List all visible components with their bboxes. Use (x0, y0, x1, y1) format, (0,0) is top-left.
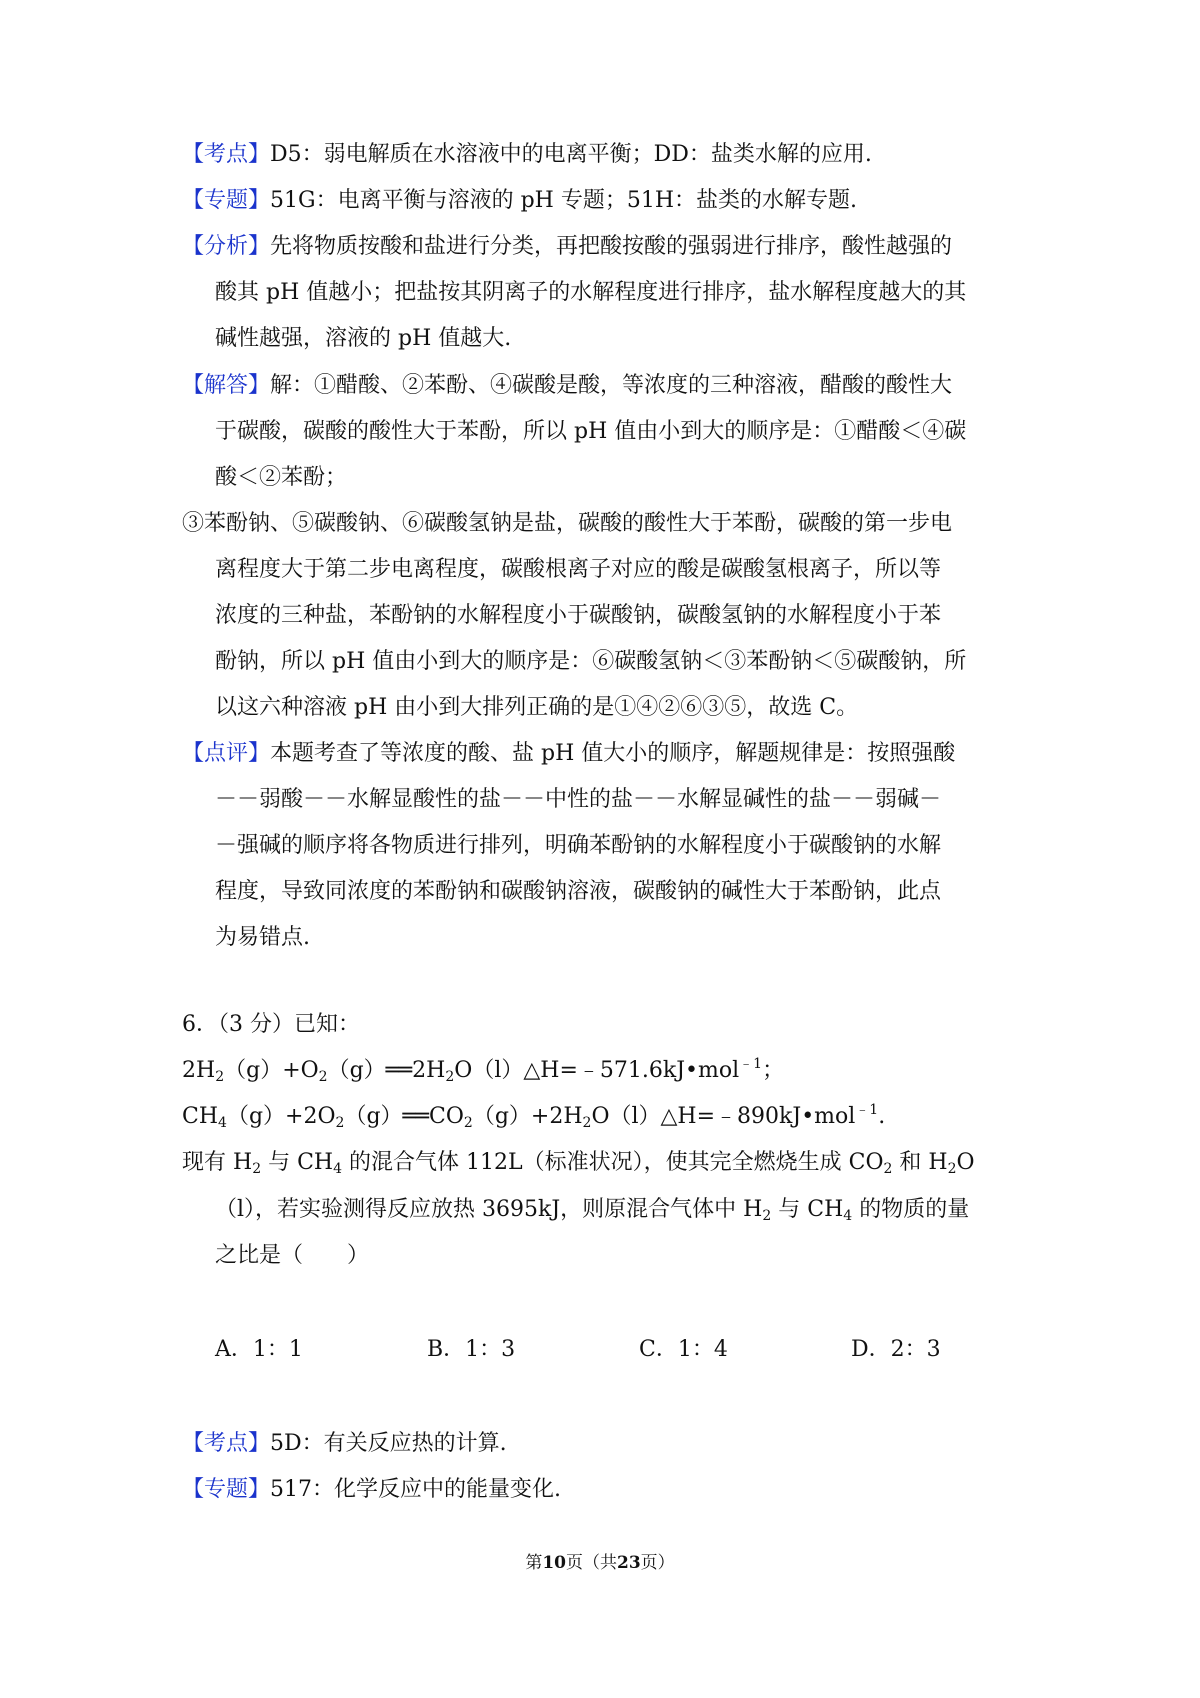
q5-jieda-line-1 (182, 371, 952, 401)
q5-dianping-line-3: －强碱的顺序将各物质进行排列，明确苯酚钠的水解程度小于碳酸钠的水解 (215, 833, 942, 858)
option-d[interactable]: D．2：3 (851, 1337, 941, 1362)
q5-dianping-line-1 (182, 739, 955, 769)
jieda-tag: 【解答】 (182, 373, 271, 398)
page-footer: 第10页（共23页） (525, 1553, 675, 1573)
q6-kaodian (182, 1429, 507, 1459)
fenxi-tag: 【分析】 (182, 234, 271, 259)
q5-dianping-line-5: 为易错点. (215, 925, 310, 950)
kaodian-text: D5：弱电解质在水溶液中的电离平衡；DD：盐类水解的应用. (270, 142, 872, 167)
q6-stem-line-3: 之比是（ ） (215, 1243, 370, 1268)
kaodian-tag: 【考点】 (182, 1431, 271, 1456)
q5-jieda2-line-2: 离程度大于第二步电离程度，碳酸根离子对应的酸是碳酸氢根离子，所以等 (215, 557, 942, 582)
q5-jieda2-line-5: 以这六种溶液 pH 由小到大排列正确的是①④②⑥③⑤，故选 C。 (215, 695, 859, 720)
q6-zhuanti (182, 1475, 561, 1505)
q5-zhuanti (182, 186, 857, 216)
q5-fenxi-line-1 (182, 232, 952, 262)
jieda-text: 解：①醋酸、②苯酚、④碳酸是酸，等浓度的三种溶液，醋酸的酸性大 (270, 373, 953, 398)
option-b[interactable]: B．1：3 (427, 1337, 516, 1362)
kaodian-text: 5D：有关反应热的计算. (270, 1431, 507, 1456)
q5-jieda2-line-3: 浓度的三种盐，苯酚钠的水解程度小于碳酸钠，碳酸氢钠的水解程度小于苯 (215, 603, 942, 628)
q6-options (215, 1335, 1063, 1365)
q5-jieda2-line-1: ③苯酚钠、⑤碳酸钠、⑥碳酸氢钠是盐，碳酸的酸性大于苯酚，碳酸的第一步电 (182, 511, 953, 536)
q6-stem-line-2: （l），若实验测得反应放热 3695kJ，则原混合气体中 $H_2$ 与 $CH_4$ 的物质的量 (215, 1197, 970, 1224)
zhuanti-tag: 【专题】 (182, 1477, 271, 1502)
current-page-number: 10 (542, 1553, 566, 1573)
q6-equation-2: $CH_4(g)+2O_2(g)══CO_2(g)+2H_2O(l)\triangle H=﹣890kJ•mol^{﹣1}$. (182, 1102, 886, 1131)
option-c[interactable]: C．1：4 (639, 1337, 728, 1362)
q5-fenxi-line-3: 碱性越强，溶液的 pH 值越大. (215, 326, 512, 351)
q5-fenxi-line-2: 酸其 pH 值越小；把盐按其阴离子的水解程度进行排序，盐水解程度越大的其 (215, 280, 967, 305)
q6-stem-line-1: 现有 $H_2$ 与 $CH_4$ 的混合气体 112L（标准状况），使其完全燃烧生成 $CO_2$ 和 $H_2O$ (182, 1150, 975, 1177)
fenxi-text: 先将物质按酸和盐进行分类，再把酸按酸的强弱进行排序，酸性越强的 (270, 234, 953, 259)
total-page-count: 23 (617, 1553, 641, 1573)
q5-jieda-line-3: 酸＜②苯酚； (215, 465, 348, 490)
zhuanti-text: 517：化学反应中的能量变化. (270, 1477, 562, 1502)
q5-dianping-line-2: －－弱酸－－水解显酸性的盐－－中性的盐－－水解显碱性的盐－－弱碱－ (215, 787, 942, 812)
q5-jieda-line-2: 于碳酸，碳酸的酸性大于苯酚，所以 pH 值由小到大的顺序是：①醋酸＜④碳 (215, 419, 967, 444)
q6-equation-1: $2H_2(g)+O_2(g)══2H_2O(l)\triangle H=﹣571.6kJ•mol^{﹣1}$； (182, 1056, 785, 1085)
dianping-tag: 【点评】 (182, 741, 271, 766)
option-a[interactable]: A．1：1 (215, 1337, 303, 1362)
q6-header: 6．（3 分）已知： (182, 1012, 360, 1037)
zhuanti-tag: 【专题】 (182, 188, 271, 213)
zhuanti-text: 51G：电离平衡与溶液的 pH 专题；51H：盐类的水解专题. (270, 188, 858, 213)
dianping-text: 本题考查了等浓度的酸、盐 pH 值大小的顺序，解题规律是：按照强酸 (270, 741, 956, 766)
q5-kaodian (182, 140, 872, 170)
kaodian-tag: 【考点】 (182, 142, 271, 167)
q5-jieda2-line-4: 酚钠，所以 pH 值由小到大的顺序是：⑥碳酸氢钠＜③苯酚钠＜⑤碳酸钠，所 (215, 649, 967, 674)
q5-dianping-line-4: 程度，导致同浓度的苯酚钠和碳酸钠溶液，碳酸钠的碱性大于苯酚钠，此点 (215, 879, 942, 904)
